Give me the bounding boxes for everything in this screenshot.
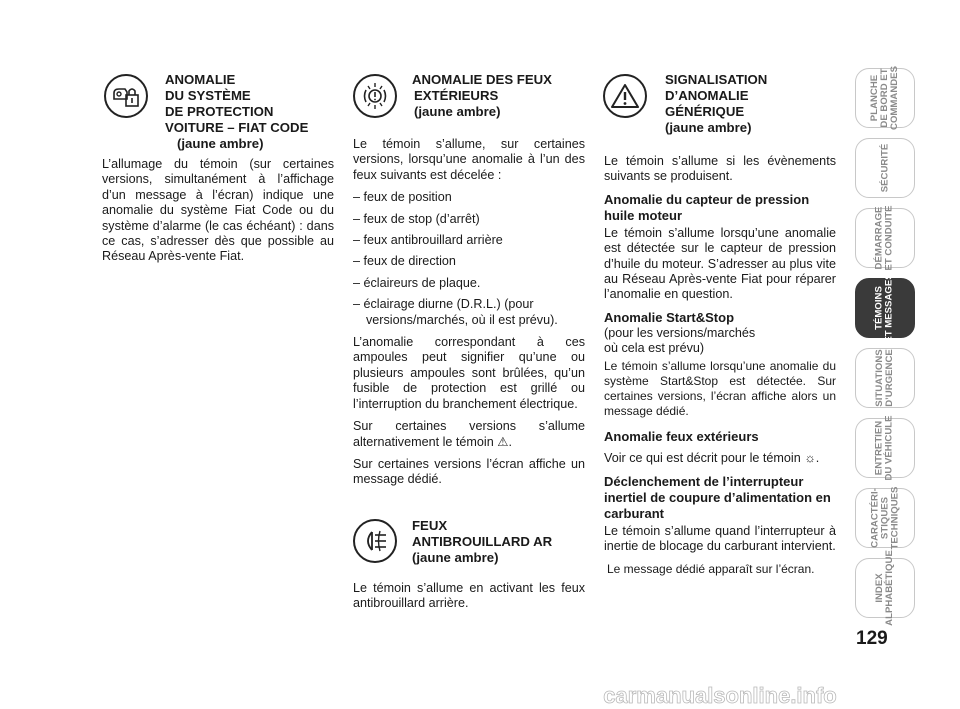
col2-p2: Sur certaines versions s’allume alternativement le témoin bbox=[353, 419, 585, 449]
col2-list bbox=[353, 190, 585, 328]
col2-heading-block bbox=[412, 72, 582, 120]
tab-label: ENTRETIEN DU VÉHICULE bbox=[874, 415, 895, 481]
col2b-body bbox=[353, 581, 585, 619]
col3-section-title: Déclenchement de l’interrupteur inertiel de coupure d’alimentation en carburant bbox=[604, 474, 831, 522]
list-item: – éclaireurs de plaque. bbox=[353, 275, 481, 290]
col3-title-line: GÉNÉRIQUE bbox=[665, 104, 745, 119]
tab-securite[interactable] bbox=[855, 138, 915, 198]
col2-title-line: EXTÉRIEURS bbox=[414, 88, 499, 103]
tab-label: TÉMOINS ET MESSAGES bbox=[874, 273, 895, 343]
col2b-body-text: Le témoin s’allume en activant les feux antibrouillard arrière. bbox=[353, 581, 585, 611]
col2b-title-line: FEUX bbox=[412, 518, 448, 533]
exterior-light-symbol-icon: ☼. bbox=[804, 450, 820, 465]
tab-label: INDEX ALPHABÉTIQUE bbox=[874, 550, 895, 626]
col2-color: (jaune ambre) bbox=[414, 104, 501, 119]
tab-caracteristiques[interactable] bbox=[855, 488, 915, 548]
tab-planche-de-bord[interactable] bbox=[855, 68, 915, 128]
watermark bbox=[0, 681, 960, 709]
key-lock-icon bbox=[104, 74, 148, 118]
list-item: – feux de stop (d’arrêt) bbox=[353, 211, 480, 226]
col2-p2-wrap bbox=[353, 419, 585, 450]
tab-demarrage[interactable] bbox=[855, 205, 915, 271]
rear-fog-light-icon bbox=[353, 519, 397, 563]
tab-label: PLANCHE DE BORD ET COMMANDES bbox=[869, 66, 900, 130]
col3-title-line: SIGNALISATION bbox=[665, 72, 768, 87]
list-item: – éclairage diurne (D.R.L.) (pour versions/marchés, où il est prévu). bbox=[353, 297, 558, 327]
col2b-heading-block bbox=[412, 518, 582, 566]
col2-title-line: ANOMALIE DES FEUX bbox=[412, 72, 552, 87]
tab-index[interactable] bbox=[855, 550, 915, 626]
tab-label: SÉCURITÉ bbox=[878, 143, 890, 193]
col1-title-line: DE PROTECTION bbox=[165, 104, 274, 119]
tab-label: SITUATIONS D’URGENCE bbox=[873, 349, 895, 407]
col2-p3: Sur certaines versions l’écran affiche un message dédié. bbox=[353, 456, 585, 487]
col3-section-title: Anomalie du capteur de pression huile moteur bbox=[604, 191, 810, 223]
col3-intro: Le témoin s’allume si les évènements suivants se produisent. bbox=[604, 154, 836, 184]
col1-title-line: VOITURE – FIAT CODE bbox=[165, 120, 309, 135]
list-item: – feux antibrouillard arrière bbox=[353, 233, 503, 248]
list-item: – feux de direction bbox=[353, 254, 456, 269]
warning-symbol-icon: ⚠. bbox=[497, 434, 512, 449]
tab-label: CARACTÉRI- STIQUES TECHNIQUES bbox=[869, 486, 900, 550]
tab-temoins[interactable] bbox=[855, 273, 915, 343]
col1-title-line: ANOMALIE bbox=[165, 72, 236, 87]
col3-section-body: Le témoin s’allume lorsqu’une anomalie du système Start&Stop est détectée. Sur certaines versions, l’écran affiche alors un message dédié. bbox=[604, 358, 836, 418]
col1-title-line: DU SYSTÈME bbox=[165, 88, 251, 103]
warning-triangle-icon bbox=[603, 74, 647, 118]
col3-color: (jaune ambre) bbox=[665, 120, 752, 135]
col3-section-body: Voir ce qui est décrit pour le témoin bbox=[604, 450, 801, 465]
col3-title-line: D’ANOMALIE bbox=[665, 88, 749, 103]
tab-entretien[interactable] bbox=[855, 415, 915, 481]
tab-label: DÉMARRAGE ET CONDUITE bbox=[874, 205, 895, 271]
col1-heading-block bbox=[165, 72, 335, 152]
col2-intro: Le témoin s’allume, sur certaines versions, lorsqu’une anomalie à l’un des feux suivants est décelée : bbox=[353, 137, 585, 182]
col2-body bbox=[353, 137, 585, 495]
col3-body bbox=[604, 154, 836, 584]
col3-section-body: Le témoin s’allume quand l’interrupteur à inertie de blocage du carburant intervient. bbox=[604, 524, 836, 554]
col3-section-title: Anomalie Start&Stop bbox=[604, 309, 735, 325]
col2-p1: L’anomalie correspondant à ces ampoules peut signifier qu’une ou plusieurs ampoules sont brûlées, qu’un fusible de protection est grillé ou l’interruption du branchement électrique. bbox=[353, 335, 585, 411]
col3-heading-block bbox=[665, 72, 835, 136]
col1-body bbox=[102, 157, 334, 272]
col3-section-body: Le témoin s’allume lorsqu’une anomalie est détectée sur le capteur de pression d’huile du moteur. S’adresser au plus vite au Réseau Après-vente Fiat pour réparer l’anomalie en question. bbox=[604, 225, 836, 302]
tab-situations[interactable] bbox=[855, 348, 915, 408]
exterior-light-fault-icon bbox=[353, 74, 397, 118]
col1-body-text: L’allumage du témoin (sur certaines versions, simultanément à l’affichage d’un message à l’écran) indique une anomalie du système Fiat Code ou du système d’alarme (le cas échéant) : dans ce cas, s’adresser dès que possible au Réseau Après-vente Fiat. bbox=[102, 157, 334, 264]
page-number: 129 bbox=[856, 628, 888, 649]
col3-section-body-wrap bbox=[604, 451, 836, 466]
col1-color: (jaune ambre) bbox=[177, 136, 264, 151]
col3-section-title: Anomalie feux extérieurs bbox=[604, 428, 759, 444]
col3-section-note: Le message dédié apparaît sur l’écran. bbox=[607, 561, 815, 576]
col3-section-subtitle: (pour les versions/marchés où cela est prévu) bbox=[604, 325, 756, 356]
col2b-title-line: ANTIBROUILLARD AR bbox=[412, 534, 553, 549]
watermark-text: carmanualsonline.info bbox=[603, 683, 837, 708]
col2b-color: (jaune ambre) bbox=[412, 550, 499, 565]
list-item: – feux de position bbox=[353, 190, 452, 205]
